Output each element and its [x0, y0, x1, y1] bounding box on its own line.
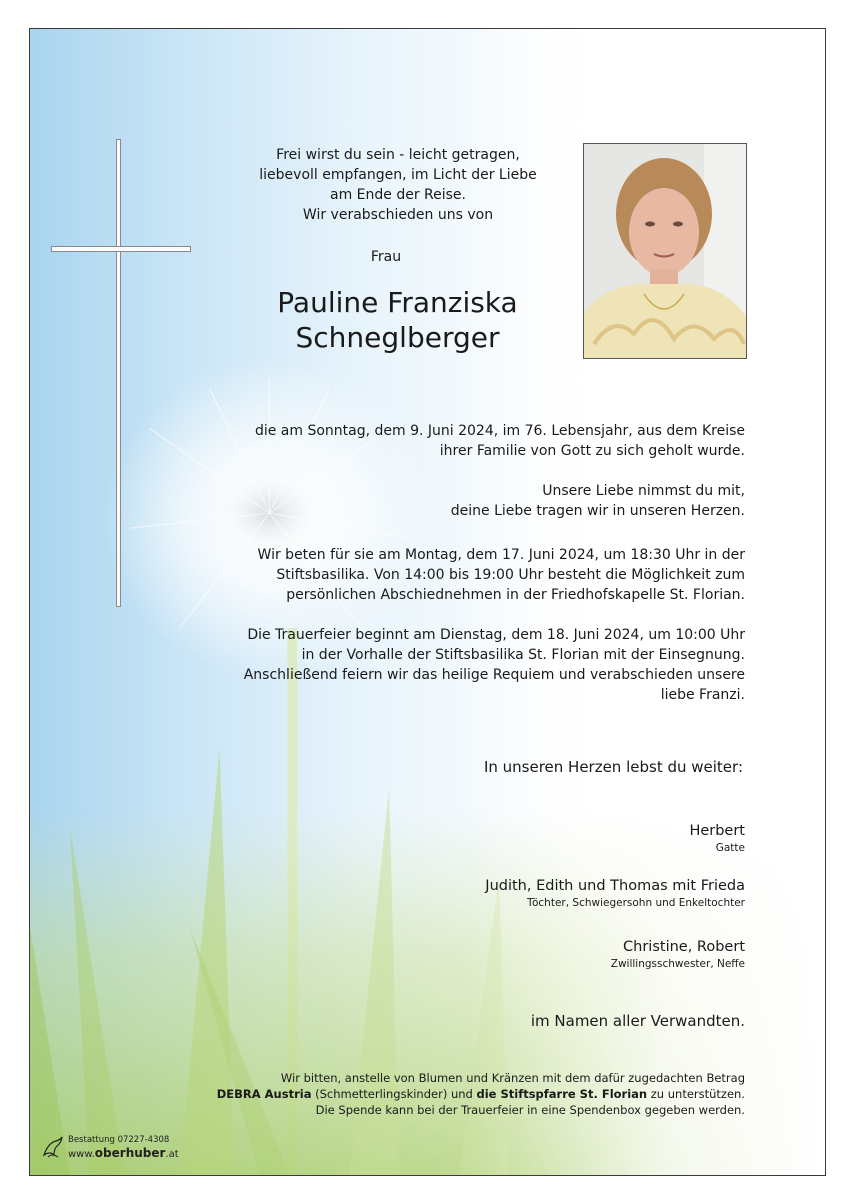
portrait-photo [583, 143, 747, 359]
url-suffix: .at [165, 1149, 179, 1160]
verse-line: Wir verabschieden uns von [302, 207, 494, 223]
family-member [345, 821, 745, 855]
url-brand: oberhuber [94, 1146, 166, 1160]
quote-line: Unsere Liebe nimmst du mit, [542, 483, 745, 499]
announcement-line: ihrer Familie von Gott zu sich geholt wurde. [439, 443, 745, 459]
ceremony-line: Anschließend feiern wir das heilige Requiem und verabschieden unsere [243, 667, 745, 683]
memorial-quote [225, 481, 745, 521]
death-announcement [225, 421, 745, 461]
funeral-home-url [68, 1147, 179, 1161]
salutation: Frau [370, 249, 402, 265]
deceased-name [210, 285, 585, 355]
deceased-first-names: Pauline Franziska [277, 286, 518, 319]
donation-org: DEBRA Austria [216, 1087, 312, 1101]
donation-org: die Stiftspfarre St. Florian [476, 1087, 648, 1101]
family-member [345, 937, 745, 971]
url-prefix: www. [68, 1149, 95, 1160]
family-member-name: Christine, Robert [623, 939, 745, 955]
verse-line: liebevoll empfangen, im Licht der Liebe [259, 167, 537, 183]
ceremony-line: liebe Franzi. [660, 687, 745, 703]
closing-line: im Namen aller Verwandten. [530, 1012, 745, 1030]
donation-line [185, 1086, 745, 1102]
funeral-home-label: Bestattung [68, 1135, 115, 1145]
ceremony-line: in der Vorhalle der Stiftsbasilika St. Florian mit der Einsegnung. [301, 647, 745, 663]
donation-note: (Schmetterlingskinder) und [311, 1087, 477, 1101]
verse-line: Frei wirst du sein - leicht getragen, [276, 147, 520, 163]
prayer-service-info [205, 545, 745, 605]
family-member-relation: Töchter, Schwiegersohn und Enkeltochter [526, 897, 745, 909]
funeral-ceremony-info [205, 625, 745, 705]
family-member-relation: Zwillingsschwester, Neffe [610, 958, 745, 970]
verse [230, 145, 566, 225]
hearts-heading: In unseren Herzen lebst du weiter: [483, 758, 743, 776]
family-member-name: Judith, Edith und Thomas mit Frieda [485, 878, 745, 894]
cross-icon-bar [51, 246, 191, 252]
quote-line: deine Liebe tragen wir in unseren Herzen. [450, 503, 745, 519]
donation-request [185, 1070, 745, 1118]
bird-logo-icon [42, 1135, 64, 1161]
family-member-relation: Gatte [715, 842, 745, 854]
announcement-line: die am Sonntag, dem 9. Juni 2024, im 76. Lebensjahr, aus dem Kreise [254, 423, 745, 439]
ceremony-line: Die Trauerfeier beginnt am Dienstag, dem 18. Juni 2024, um 10:00 Uhr [247, 627, 745, 643]
funeral-home-logo [42, 1133, 202, 1169]
donation-note: zu unterstützen. [647, 1087, 745, 1101]
funeral-home-contact [68, 1135, 169, 1146]
obituary-card [29, 28, 826, 1176]
donation-line: Die Spende kann bei der Trauerfeier in eine Spendenbox gegeben werden. [315, 1103, 745, 1117]
family-member [345, 876, 745, 910]
funeral-home-phone: 07227-4308 [117, 1135, 170, 1145]
verse-line: am Ende der Reise. [329, 187, 466, 203]
donation-line: Wir bitten, anstelle von Blumen und Kränzen mit dem dafür zugedachten Betrag [280, 1071, 745, 1085]
family-member-name: Herbert [689, 823, 745, 839]
cross-icon [116, 139, 121, 607]
prayer-line: Stiftsbasilika. Von 14:00 bis 19:00 Uhr besteht die Möglichkeit zum [276, 567, 745, 583]
deceased-surname: Schneglberger [295, 321, 500, 354]
prayer-line: Wir beten für sie am Montag, dem 17. Juni 2024, um 18:30 Uhr in der [257, 547, 745, 563]
prayer-line: persönlichen Abschiednehmen in der Friedhofskapelle St. Florian. [286, 587, 745, 603]
